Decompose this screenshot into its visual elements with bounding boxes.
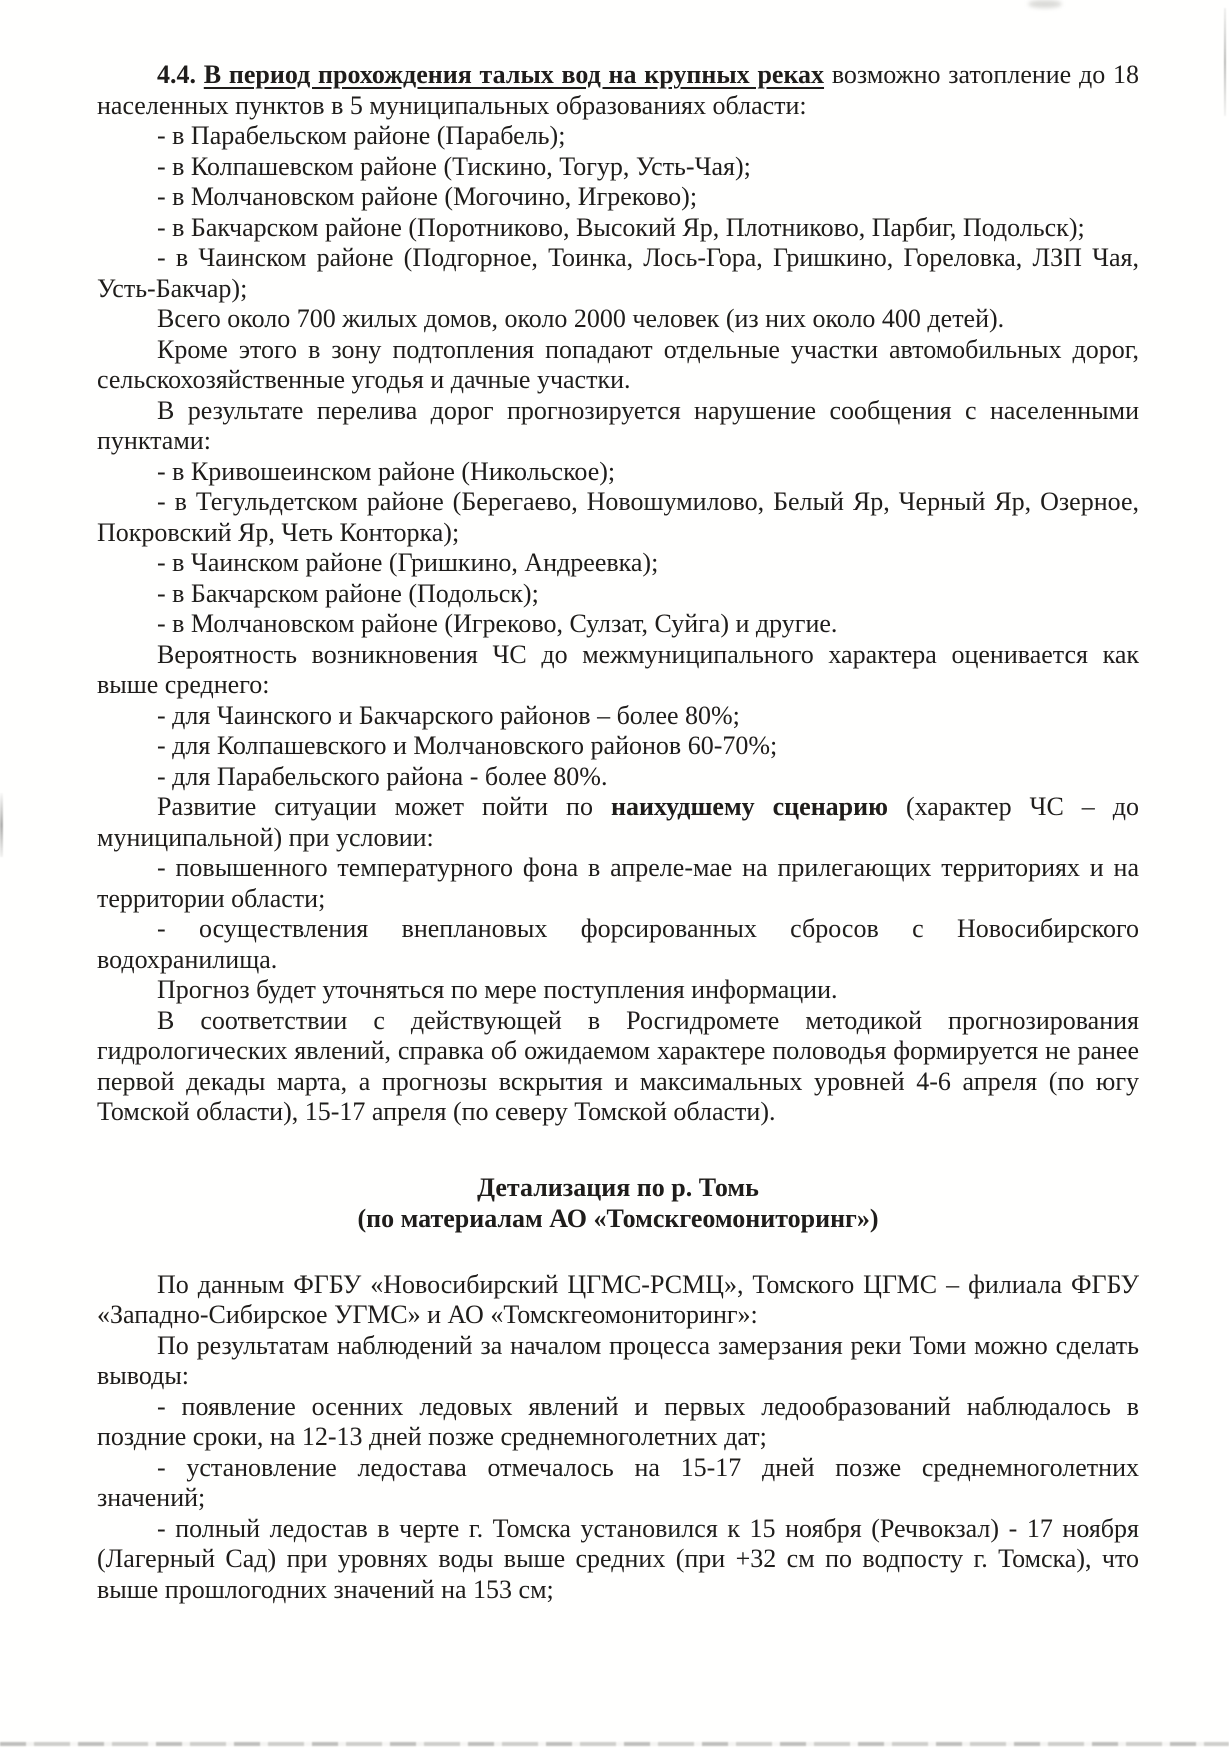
- conclusion-list-item: - появление осенних ледовых явлений и первых ледообразований наблюдалось в поздние сроки, на 12-13 дней позже среднемноголетних дат;: [97, 1391, 1139, 1451]
- conclusion-list-item: - установление ледостава отмечалось на 15-17 дней позже среднемноголетних значений;: [97, 1452, 1139, 1512]
- road-overflow-intro: В результате перелива дорог прогнозируется нарушение сообщения с населенными пунктами:: [97, 395, 1139, 455]
- section-44-paragraph: [97, 60, 1139, 121]
- scan-artifact-right-edge-line: [1224, 8, 1226, 116]
- road-list-item: - в Тегульдетском районе (Берегаево, Новошумилово, Белый Яр, Черный Яр, Озерное, Покровский Яр, Четь Конторка);: [97, 487, 1139, 547]
- forecast-update-paragraph: Прогноз будет уточняться по мере поступления информации.: [157, 975, 838, 1004]
- scan-artifact-left-edge-line: [0, 793, 3, 857]
- data-sources-paragraph: По данным ФГБУ «Новосибирский ЦГМС-РСМЦ», Томского ЦГМС – филиала ФГБУ «Западно-Сибирское УГМС» и АО «Томскгеомониторинг»:: [97, 1269, 1139, 1329]
- totals-paragraph: Всего около 700 жилых домов, около 2000 человек (из них около 400 детей).: [157, 304, 1005, 333]
- methodology-paragraph: В соответствии с действующей в Росгидромете методикой прогнозирования гидрологических явлений, справка об ожидаемом характере половодья формируется не ранее первой декады марта, а прогнозы вскрытия и максимальных уровней 4-6 апреля (по югу Томской области), 15-17 апреля (по северу Томской области).: [97, 1005, 1139, 1126]
- detail-section-heading: [97, 1172, 1139, 1234]
- condition-list-item: - осуществления внеплановых форсированных сбросов с Новосибирского водохранилища.: [97, 914, 1139, 974]
- section-intro-text: возможно затопление до 18 населенных пунктов в 5 муниципальных образованиях области:: [97, 60, 1139, 120]
- probability-intro: Вероятность возникновения ЧС до межмуниципального характера оценивается как выше среднего:: [97, 639, 1139, 699]
- flood-list-item: - в Колпашевском районе (Тискино, Тогур, Усть-Чая);: [157, 151, 751, 181]
- probability-list-item: - для Парабельского района - более 80%.: [157, 761, 608, 791]
- road-list-item: - в Молчановском районе (Игреково, Сулзат, Суйга) и другие.: [157, 609, 838, 638]
- flood-list-item: - в Молчановском районе (Могочино, Игреково);: [157, 182, 698, 211]
- section-number: 4.4.: [157, 60, 196, 89]
- detail-heading-line1: Детализация по р. Томь: [477, 1172, 759, 1202]
- flood-list-item: - в Бакчарском районе (Поротниково, Высокий Яр, Плотниково, Парбиг, Подольск);: [157, 212, 1085, 242]
- additional-zone-paragraph: Кроме этого в зону подтопления попадают отдельные участки автомобильных дорог, сельскохозяйственные угодья и дачные участки.: [97, 334, 1139, 394]
- scenario-pre-text: Развитие ситуации может пойти по: [157, 792, 593, 821]
- document-body: [97, 60, 1139, 1605]
- detail-heading-line2: (по материалам АО «Томскгеомониторинг»): [357, 1203, 879, 1233]
- section-title: В период прохождения талых вод на крупных реках: [203, 60, 825, 89]
- road-list-item: - в Кривошеинском районе (Никольское);: [157, 456, 616, 486]
- condition-list-item: - повышенного температурного фона в апреле-мае на прилегающих территориях и на территории области;: [97, 853, 1139, 913]
- probability-list-item: - для Колпашевского и Молчановского районов 60-70%;: [157, 731, 778, 760]
- road-list-item: - в Бакчарском районе (Подольск);: [157, 578, 539, 608]
- scenario-post-text: (характер ЧС – до муниципальной) при условии:: [97, 792, 1139, 852]
- road-list-item: - в Чаинском районе (Гришкино, Андреевка);: [157, 548, 659, 577]
- probability-list-item: - для Чаинского и Бакчарского районов – более 80%;: [157, 700, 740, 730]
- conclusion-list-item: - полный ледостав в черте г. Томска установился к 15 ноября (Речвокзал) - 17 ноября (Лагерный Сад) при уровнях воды выше средних (при +32 см по водпосту г. Томска), что выше прошлогодних значений на 153 см;: [97, 1513, 1139, 1604]
- scan-artifact-top-smudge: [1028, 0, 1062, 8]
- scenario-paragraph: [97, 792, 1139, 853]
- scenario-bold-text: наихудшему сценарию: [610, 792, 888, 821]
- scan-artifact-bottom-line: [0, 1742, 1229, 1746]
- flood-list-item: - в Парабельском районе (Парабель);: [157, 121, 566, 150]
- observations-intro-paragraph: По результатам наблюдений за началом процесса замерзания реки Томи можно сделать выводы:: [97, 1330, 1139, 1390]
- flood-list-item: - в Чаинском районе (Подгорное, Тоинка, Лось-Гора, Гришкино, Гореловка, ЛЗП Чая, Усть-Бакчар);: [97, 243, 1139, 303]
